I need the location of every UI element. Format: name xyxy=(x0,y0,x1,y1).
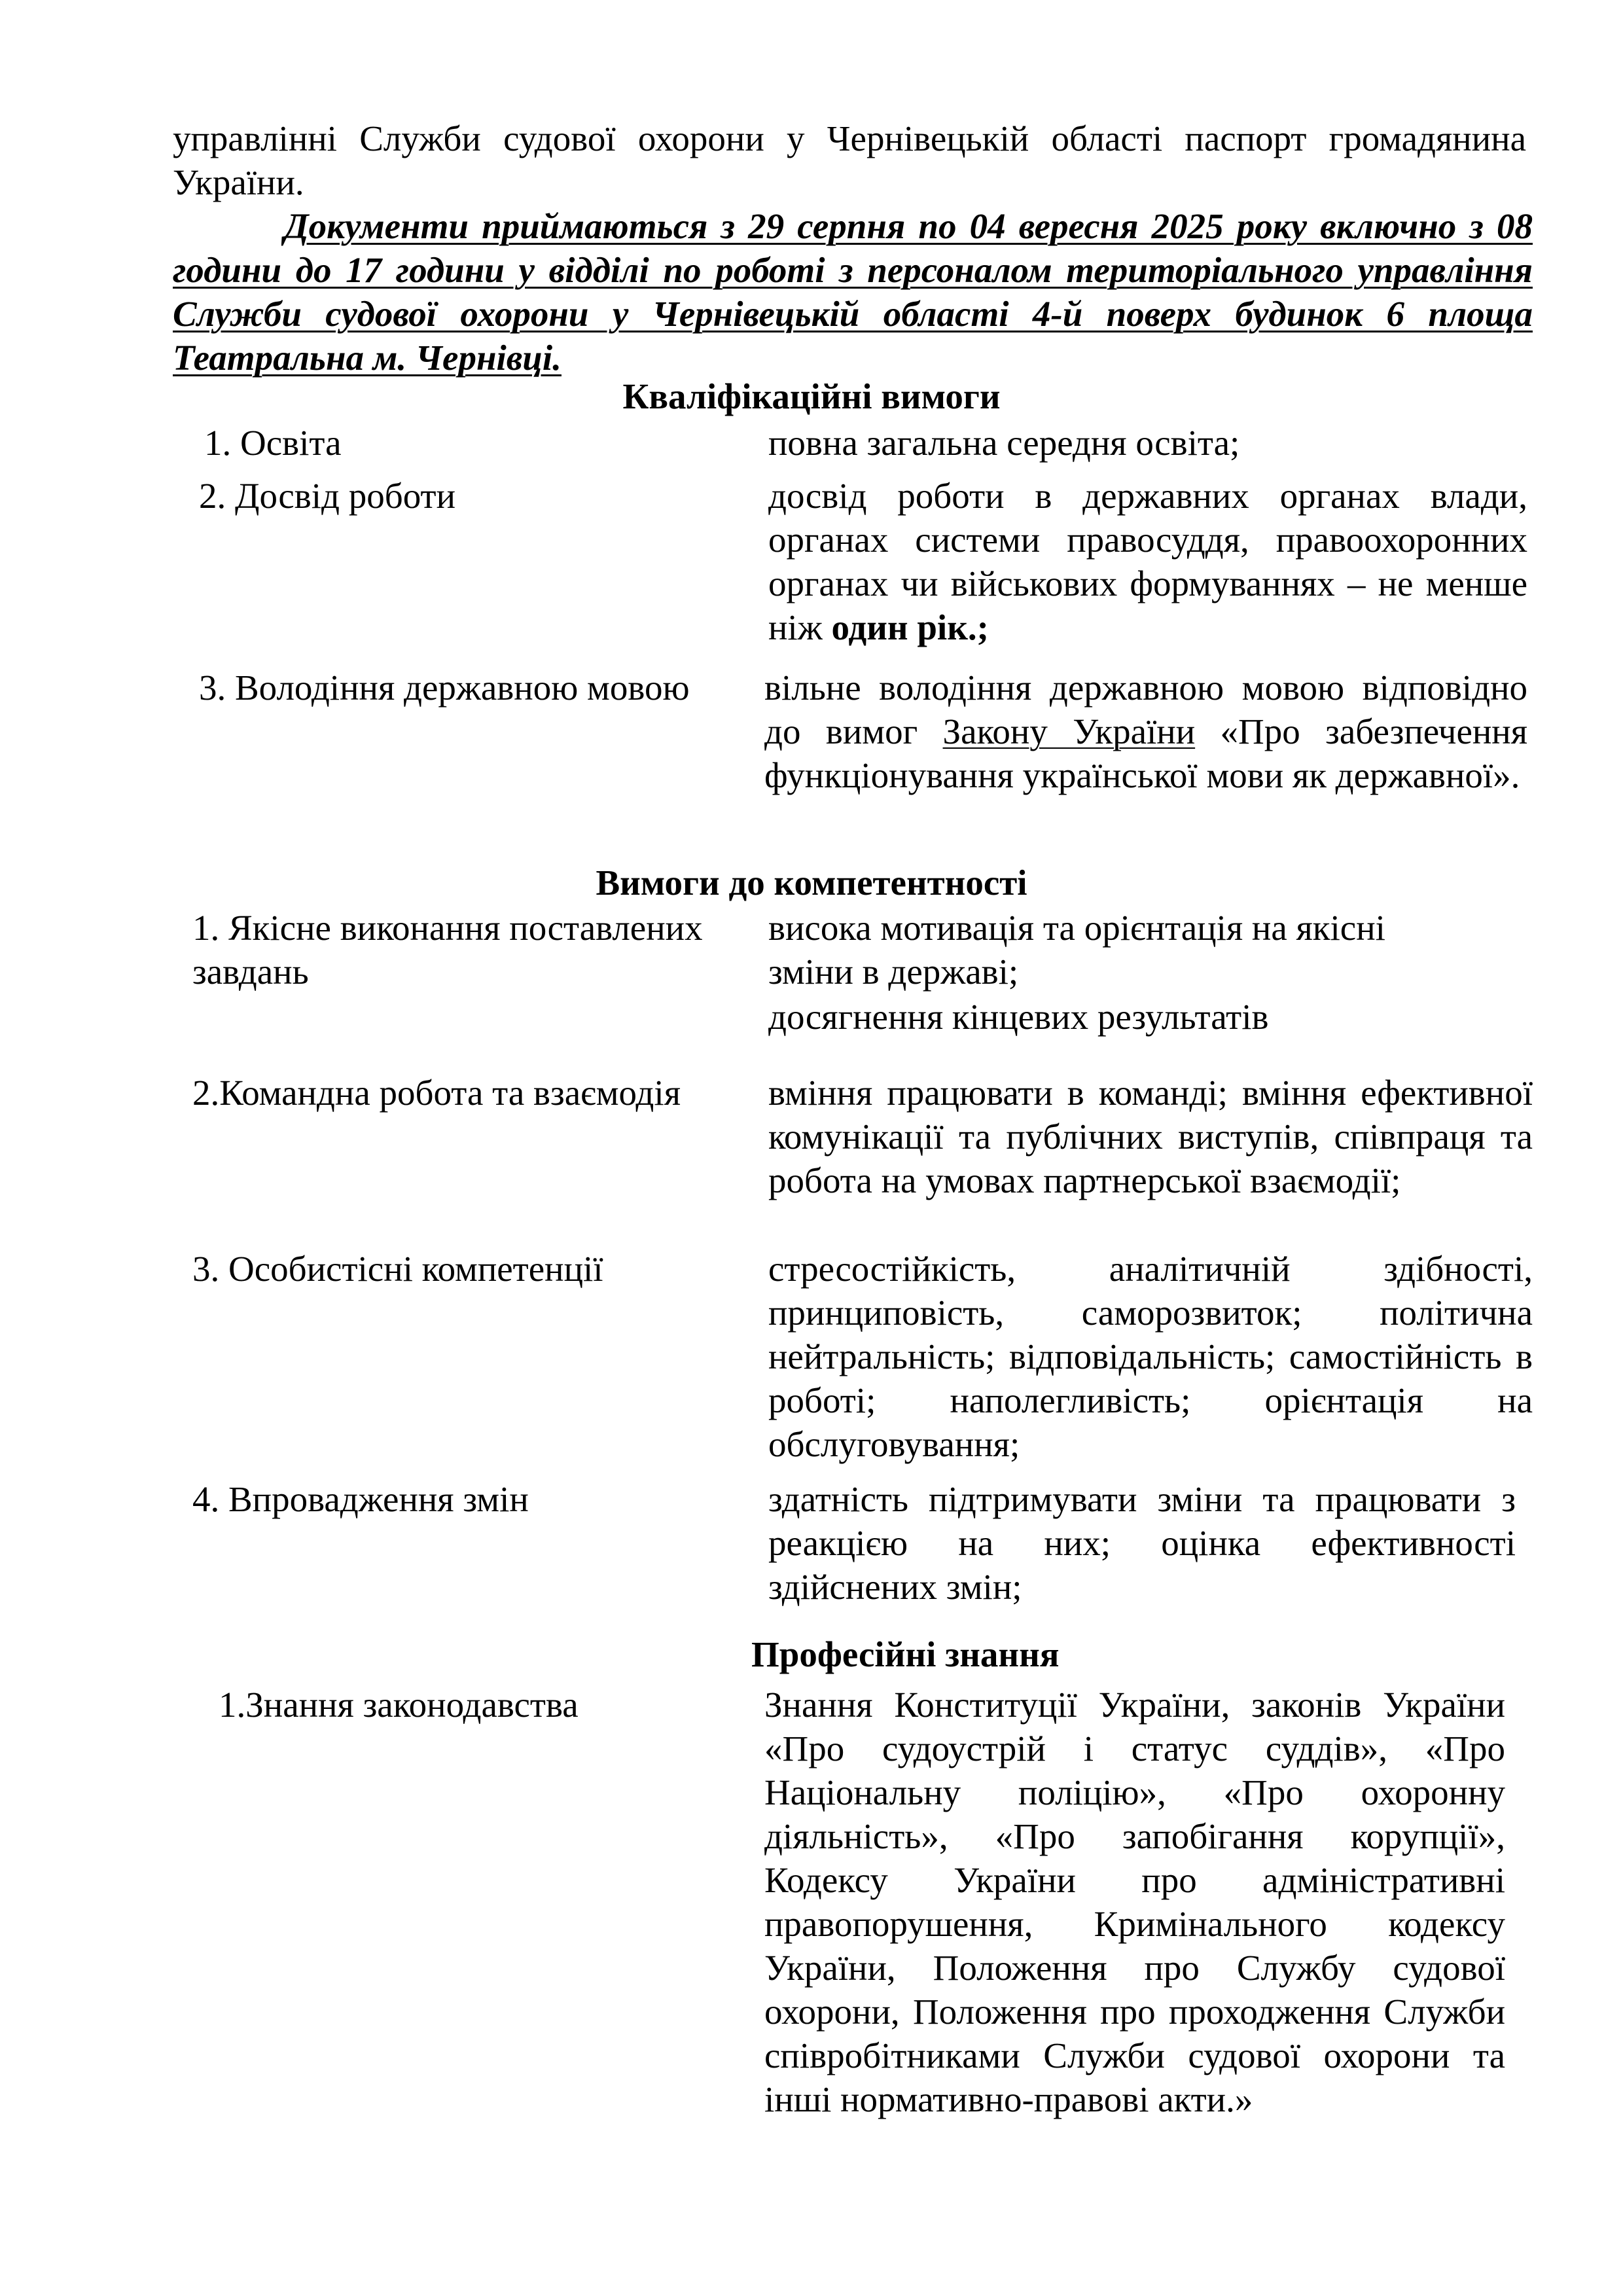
law-link[interactable]: Закону України xyxy=(942,711,1196,751)
professional-heading: Професійні знання xyxy=(751,1634,1060,1674)
professional-label-legislation: 1.Знання законодавства xyxy=(219,1685,579,1725)
competence-value-quality-line2: зміни в державі; xyxy=(768,952,1019,992)
competence-value-quality-line3: досягнення кінцевих результатів xyxy=(768,997,1269,1037)
competence-label-teamwork: 2.Командна робота та взаємодія xyxy=(192,1073,681,1113)
professional-value-legislation: Знання Конституції України, законів України «Про судоустрій і статус суддів», «Про Національну поліцію», «Про охоронну діяльність», «Про запобігання корупції», Кодексу України про адміністративні правопорушення, Кримінального кодексу України, Положення про Службу судової охорони, Положення про проходження Служби співробітниками Служби судової охорони та інші нормативно-правові акти.» xyxy=(764,1685,1505,2119)
competence-value-change: здатність підтримувати зміни та працювати з реакцією на них; оцінка ефективності здійснених змін; xyxy=(768,1479,1516,1607)
competence-label-quality-line1: 1. Якісне виконання поставлених xyxy=(192,908,703,948)
qualification-label-language: 3. Володіння державною мовою xyxy=(199,668,690,708)
experience-text: досвід роботи в державних органах влади, органах системи правосуддя, правоохоронних органах чи військових формуваннях – не менше ніж xyxy=(768,476,1527,647)
competence-label-quality-line2: завдань xyxy=(192,952,309,992)
qualification-value-education: повна загальна середня освіта; xyxy=(768,423,1240,463)
intro-paragraph xyxy=(173,117,1526,204)
qualification-label-education: 1. Освіта xyxy=(204,423,342,463)
qualification-heading: Кваліфікаційні вимоги xyxy=(622,376,1001,416)
competence-label-change: 4. Впровадження змін xyxy=(192,1479,529,1519)
competence-value-personal: стресостійкість, аналітичній здібності, принциповість, саморозвиток; політична нейтральність; відповідальність; самостійність в роботі; наполегливість; орієнтація на обслуговування; xyxy=(768,1249,1533,1464)
experience-bold-term: один рік.; xyxy=(831,607,989,647)
qualification-value-language xyxy=(764,666,1527,797)
qualification-label-experience: 2. Досвід роботи xyxy=(199,476,456,516)
competence-value-quality-line1: висока мотивація та орієнтація на якісні xyxy=(768,908,1385,948)
notice-text: Документи приймаються з 29 серпня по 04 вересня 2025 року включно з 08 години до 17 години у відділі по роботі з персоналом територіального управління Служби судової охорони у Чернівецькій області 4-й поверх будинок 6 площа Театральна м. Чернівці. xyxy=(173,206,1533,378)
language-text-pre: вільне володіння державною мовою відповідно до вимог xyxy=(764,668,1527,751)
documents-notice xyxy=(173,204,1533,380)
competence-value-teamwork: вміння працювати в команді; вміння ефективної комунікації та публічних виступів, співпраця та робота на умовах партнерської взаємодії; xyxy=(768,1073,1533,1200)
intro-text: управлінні Служби судової охорони у Чернівецькій області паспорт громадянина України. xyxy=(173,118,1526,202)
competence-heading: Вимоги до компетентності xyxy=(596,863,1027,903)
competence-label-personal: 3. Особистісні компетенції xyxy=(192,1249,603,1289)
language-text-post: «Про забезпечення функціонування української мови як державної». xyxy=(764,711,1528,795)
qualification-value-experience xyxy=(768,474,1527,649)
